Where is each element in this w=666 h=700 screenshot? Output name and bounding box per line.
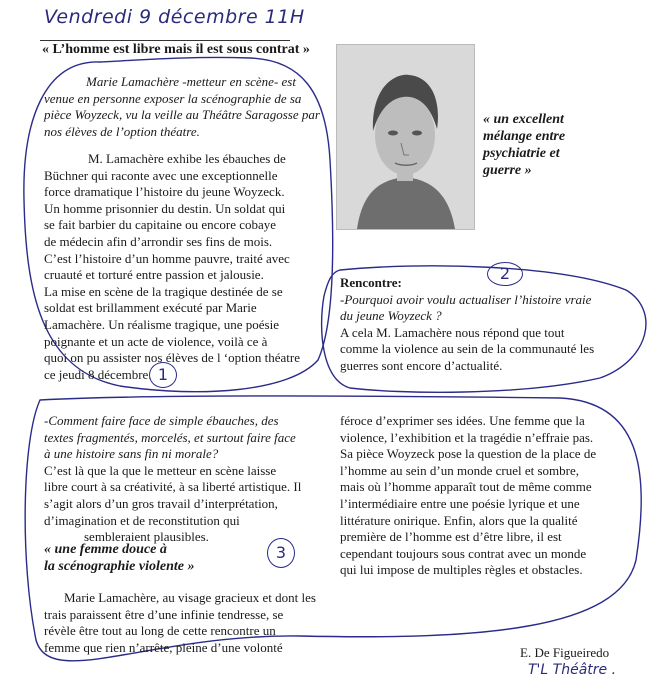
pull-quote xyxy=(483,111,623,179)
rencontre-answer: guerres sont encore d’actualité. xyxy=(340,357,503,373)
question-line: textes fragmentés, morcelés, et surtout faire face xyxy=(44,429,296,445)
body-line: s’agit alors d’un gros travail d’interprétation, xyxy=(44,495,278,511)
body-line: Marie Lamachère, au visage gracieux et dont les xyxy=(64,590,316,605)
rencontre-section xyxy=(340,275,640,375)
body-line: Sa pièce Woyzeck pose la question de la place de xyxy=(340,446,597,462)
right-column xyxy=(340,413,640,579)
author-byline: E. De Figueiredo xyxy=(520,645,610,660)
body-line: soldat est brillamment exécuté par Marie xyxy=(44,300,257,316)
body-line: cruauté et torturé entre passion et jalousie. xyxy=(44,267,264,283)
quote-line: mélange entre xyxy=(483,129,566,144)
subheading-line: la scénographie violente » xyxy=(44,559,195,574)
body-line: de médecin afin d’arrondir ses fins de mois. xyxy=(44,233,273,249)
circled-number-2: 2 xyxy=(487,262,523,286)
body-line: C’est là que la que le metteur en scène laisse xyxy=(44,462,277,478)
left-column-continued xyxy=(44,590,334,656)
body-line: libre court à sa créativité, à sa liberté artistique. Il xyxy=(44,479,302,495)
body-paragraph-1 xyxy=(44,151,334,383)
subheading-line: « une femme douce à xyxy=(44,542,167,557)
body-line: première de l’homme est d’être libre, il est xyxy=(340,529,562,545)
body-line: qui lui impose de multiples règles et obstacles. xyxy=(340,562,583,578)
body-line: se fait barbier du capitaine ou encore cobaye xyxy=(44,217,277,233)
body-line: femme que rien n’arrête, pleine d’une volonté xyxy=(44,639,283,655)
quote-line: psychiatrie et xyxy=(483,146,560,161)
body-line: l’intermédiaire entre une poésie lyrique et une xyxy=(340,495,580,511)
body-line: Un homme prisonnier du destin. Un soldat qui xyxy=(44,200,286,216)
intro-line: pièce Woyzeck, vu la veille au Théâtre Saragosse par xyxy=(44,107,320,123)
question-line: à une histoire sans fin ni morale? xyxy=(44,446,219,462)
rencontre-question: du jeune Woyzeck ? xyxy=(340,308,442,324)
body-line: poignante et un acte de violence, voilà ce à xyxy=(44,333,268,349)
rencontre-answer: comme la violence au sein de la communauté les xyxy=(340,341,595,357)
intro-line: Marie Lamachère -metteur en scène- est xyxy=(86,74,296,89)
body-line: La mise en scène de la tragique destinée de se xyxy=(44,283,283,299)
body-line: d’imagination et de reconstitution qui xyxy=(44,512,240,528)
body-line: révèle être tout au long de cette rencontre un xyxy=(44,623,276,639)
quote-line: « un excellent xyxy=(483,112,564,127)
body-line: quoi on pu assister nos élèves de l ‘option théatre xyxy=(44,350,300,366)
body-line: ce jeudi 8 décembre. xyxy=(44,366,152,382)
body-line: C’est l’histoire d’un homme pauvre, traité avec xyxy=(44,250,290,266)
rencontre-heading: Rencontre: xyxy=(340,275,402,290)
body-line: violence, l’exhibition et la tragédie n’effraie pas. xyxy=(340,429,594,445)
circled-number-3: 3 xyxy=(267,538,295,568)
intro-line: nos élèves de l’option théatre. xyxy=(44,123,200,139)
body-line: cependant toujours sous contrat avec un monde xyxy=(340,545,587,561)
quote-line: guerre » xyxy=(483,163,532,178)
rencontre-answer: A cela M. Lamachère nous répond que tout xyxy=(340,324,565,340)
body-line: l’homme au sein d’un monde cruel et sombre, xyxy=(340,462,579,478)
body-line: force dramatique l’histoire du jeune Woyzeck. xyxy=(44,184,285,200)
article-title: « L’homme est libre mais il est sous contrat » xyxy=(42,42,310,57)
body-line: féroce d’exprimer ses idées. Une femme que la xyxy=(340,413,585,428)
intro-paragraph xyxy=(44,74,324,140)
intro-line: venue en personne exposer la scénographie de sa xyxy=(44,90,302,106)
body-line: littérature onirique. Enfin, alors que la qualité xyxy=(340,512,578,528)
left-column xyxy=(44,413,334,546)
body-line: Lamachère. Un réalisme tragique, une poésie xyxy=(44,316,279,332)
body-line: M. Lamachère exhibe les ébauches de xyxy=(88,151,286,166)
question-line: -Comment faire face de simple ébauches, des xyxy=(44,413,279,428)
handwritten-date-header: Vendredi 9 décembre 11H xyxy=(44,6,305,28)
title-underline xyxy=(40,40,290,41)
body-line: mais où l’homme apparaît tout de même comme xyxy=(340,479,592,495)
body-line: sembleraient plausibles. xyxy=(84,529,209,545)
handwritten-class-note: T'L Théâtre . xyxy=(528,662,617,678)
circled-number-1: 1 xyxy=(149,362,177,388)
body-line: trais paraissent être d’une infinie tendresse, se xyxy=(44,606,284,622)
portrait-photo xyxy=(336,44,475,230)
rencontre-question: -Pourquoi avoir voulu actualiser l’histoire vraie xyxy=(340,291,592,307)
subheading xyxy=(44,541,304,575)
body-line: Büchner qui raconte avec une exceptionnelle xyxy=(44,167,278,183)
